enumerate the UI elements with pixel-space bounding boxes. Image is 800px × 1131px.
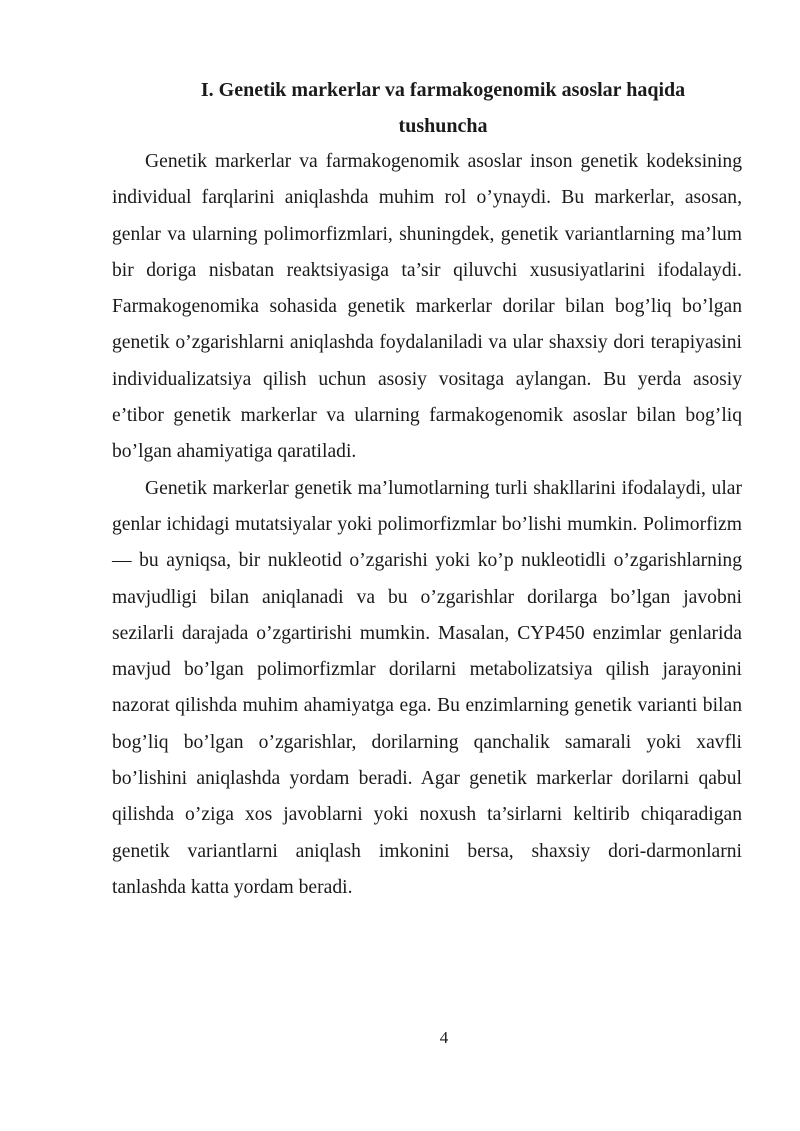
paragraph-2: Genetik markerlar genetik ma’lumotlarning turli shakllarini ifodalaydi, ular genlar ichidagi mutatsiyalar yoki polimorfizmlar bo’lishi mumkin. Polimorfizm — bu ayniqsa, bir nukleotid o’zgarishi yoki ko’p nukleotidli o’zgarishlarning mavjudligi bilan aniqlanadi va bu o’zgarishlar dorilarga bo’lgan javobni sezilarli darajada o’zgartirishi mumkin. Masalan, CYP450 enzimlar genlarida mavjud bo’lgan polimorfizmlar dorilarni metabolizatsiya qilish jarayonini nazorat qilishda muhim ahamiyatga ega. Bu enzimlarning genetik varianti bilan bog’liq bo’lgan o’zgarishlar, dorilarning qanchalik samarali yoki xavfli bo’lishini aniqlashda yordam beradi. Agar genetik markerlar dorilarni qabul qilishda o’ziga xos javoblarni yoki noxush ta’sirlarni keltirib chiqaradigan genetik variantlarni aniqlash imkonini bersa, shaxsiy dori-darmonlarni tanlashda katta yordam beradi. [112, 477, 742, 898]
section-heading [112, 72, 742, 144]
document-page [112, 72, 742, 906]
section-heading-line-1: I. Genetik markerlar va farmakogenomik asoslar haqida [200, 79, 686, 101]
page-number: 4 [439, 1028, 449, 1047]
section-heading-line-2: tushuncha [398, 115, 488, 137]
paragraph-1: Genetik markerlar va farmakogenomik asoslar inson genetik kodeksining individual farqlarini aniqlashda muhim rol o’ynaydi. Bu markerlar, asosan, genlar va ularning polimorfizmlari, shuningdek, genetik variantlarning ma’lum bir doriga nisbatan reaktsiyasiga ta’sir qiluvchi xususiyatlarini ifodalaydi. Farmakogenomika sohasida genetik markerlar dorilar bilan bog’liq bo’lgan genetik o’zgarishlarni aniqlashda foydalaniladi va ular shaxsiy dori terapiyasini individualizatsiya qilish uchun asosiy vositaga aylangan. Bu yerda asosiy e’tibor genetik markerlar va ularning farmakogenomik asoslar bilan bog’liq bo’lgan ahamiyatiga qaratiladi. [112, 151, 742, 463]
